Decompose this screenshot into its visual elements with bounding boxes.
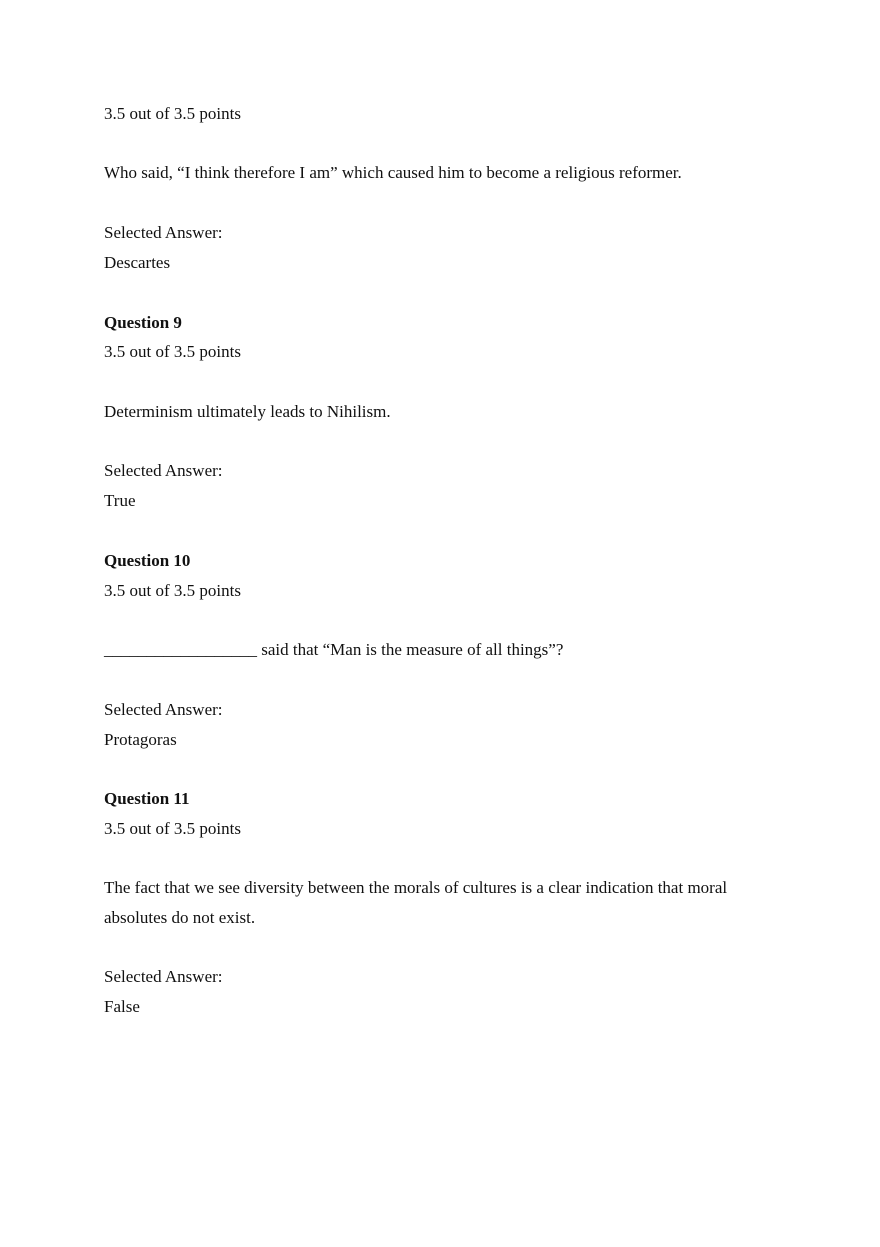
- selected-answer-value: False: [104, 997, 140, 1016]
- question-points: 3.5 out of 3.5 points: [104, 581, 241, 600]
- question-prompt: Determinism ultimately leads to Nihilism.: [104, 402, 391, 421]
- selected-answer-value: True: [104, 491, 136, 510]
- question-title: Question 10: [104, 551, 191, 570]
- selected-answer-label: Selected Answer:: [104, 967, 223, 986]
- question-points: 3.5 out of 3.5 points: [104, 104, 241, 123]
- selected-answer-value: Protagoras: [104, 730, 177, 749]
- selected-answer-value: Descartes: [104, 253, 171, 272]
- question-title: Question 9: [104, 313, 182, 332]
- selected-answer-label: Selected Answer:: [104, 700, 223, 719]
- selected-answer-label: Selected Answer:: [104, 461, 223, 480]
- question-prompt: The fact that we see diversity between the morals of cultures is a clear indication that moral absolutes do not exist.: [104, 878, 728, 927]
- question-points: 3.5 out of 3.5 points: [104, 342, 241, 361]
- question-prompt: Who said, “I think therefore I am” which caused him to become a religious reformer.: [104, 163, 682, 182]
- question-prompt: __________________ said that “Man is the measure of all things”?: [104, 640, 564, 659]
- selected-answer-label: Selected Answer:: [104, 223, 223, 242]
- question-points: 3.5 out of 3.5 points: [104, 819, 241, 838]
- question-title: Question 11: [104, 789, 190, 808]
